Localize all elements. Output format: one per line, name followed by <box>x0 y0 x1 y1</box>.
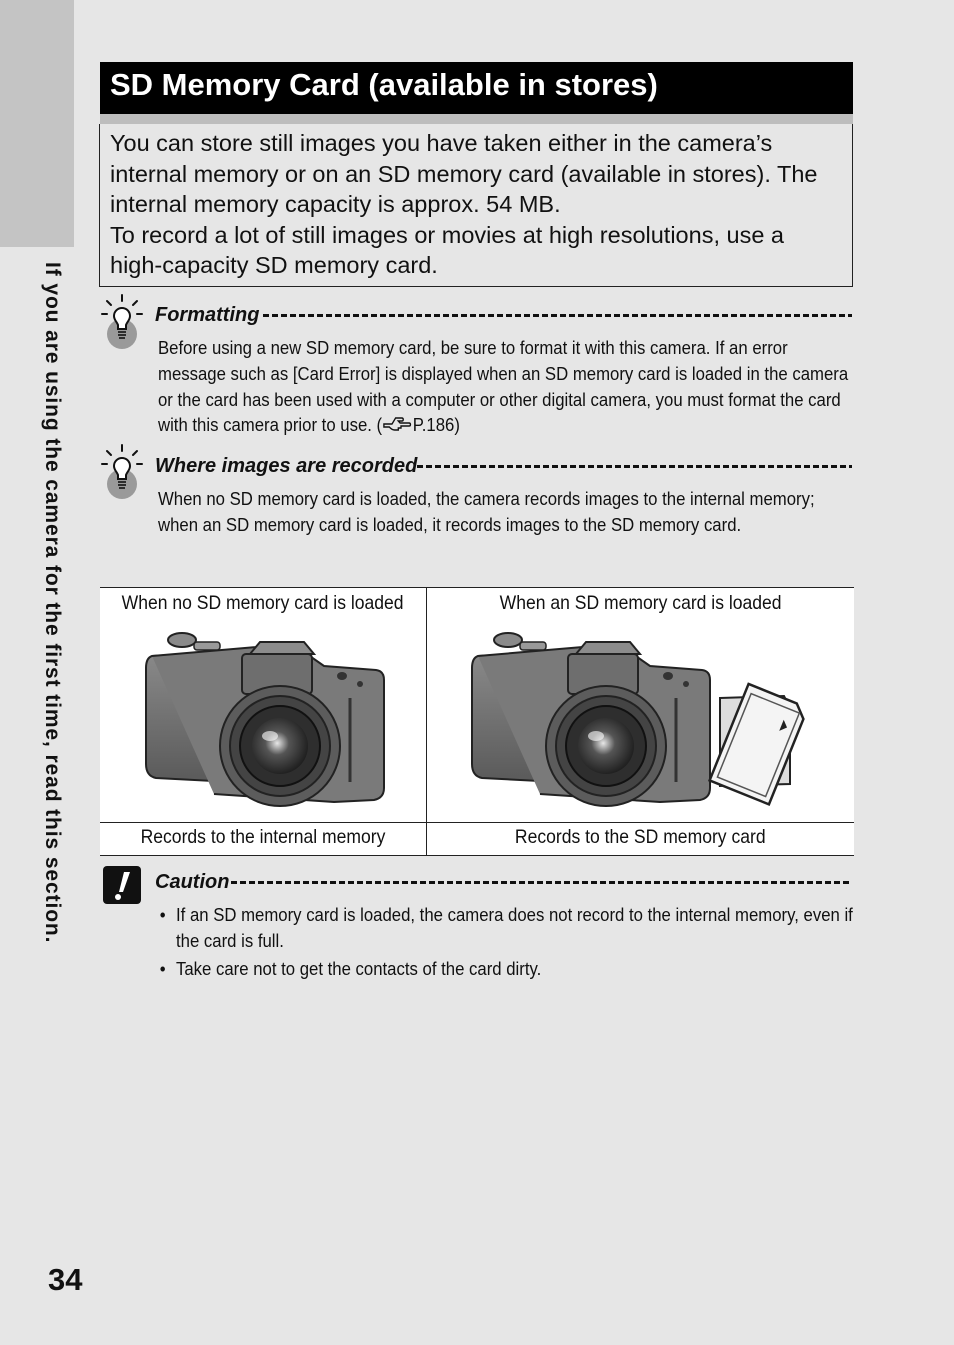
formatting-body-text: Before using a new SD memory card, be sure to format it with this camera. If an error message such as [Card Error] is displayed when an SD memory card is loaded in the camera or the card has been used with a computer or other digital camera, you must format the card with this camera prior to use. ( <box>158 337 849 436</box>
intro-paragraph-2: To record a lot of still images or movies at high resolutions, use a high-capacity SD memory card. <box>110 221 784 278</box>
lightbulb-icon <box>101 444 143 500</box>
list-item: • Take care not to get the contacts of the card dirty. <box>158 956 857 982</box>
where-recorded-heading <box>155 455 852 478</box>
intro-box <box>99 124 853 287</box>
exclamation-icon <box>103 866 141 904</box>
page-title: SD Memory Card (available in stores) <box>100 62 853 114</box>
camera-with-sd-card-icon <box>468 628 812 820</box>
caution-list <box>158 902 853 984</box>
intro-paragraph-1: You can store still images you have taken either in the camera’s internal memory or on an SD memory card (available in stores). The internal memory capacity is approx. 54 MB. <box>110 130 818 217</box>
formatting-heading-text: Formatting <box>155 304 260 326</box>
caution-heading <box>155 871 852 894</box>
list-item: • If an SD memory card is loaded, the camera does not record to the internal memory, even if the card is full. <box>158 902 857 954</box>
row-divider <box>100 822 854 823</box>
column-header-no-card: When no SD memory card is loaded <box>122 592 404 614</box>
chapter-side-text: If you are using the camera for the first time, read this section. <box>41 262 64 944</box>
column-divider <box>426 588 427 856</box>
caution-heading-text: Caution <box>155 871 230 893</box>
pointing-hand-icon <box>382 414 413 434</box>
formatting-ref-text: P.186) <box>412 414 460 436</box>
page-number: 34 <box>48 1262 83 1297</box>
where-recorded-heading-text: Where images are recorded <box>155 455 418 477</box>
column-footer-with-card: Records to the SD memory card <box>515 826 766 848</box>
lightbulb-icon <box>101 294 143 350</box>
comparison-table <box>100 587 854 856</box>
heading-dash-rule <box>263 314 852 317</box>
column-header-with-card: When an SD memory card is loaded <box>499 592 782 614</box>
where-recorded-body-text: When no SD memory card is loaded, the camera records images to the internal memory; when an SD memory card is loaded, it records images to the SD memory card. <box>158 488 815 535</box>
heading-dash-rule <box>231 881 852 884</box>
title-divider <box>100 114 853 124</box>
where-recorded-body <box>158 486 815 538</box>
formatting-body <box>158 335 849 438</box>
formatting-heading <box>155 304 852 327</box>
heading-dash-rule <box>417 465 852 468</box>
chapter-side-tab <box>0 0 74 247</box>
column-footer-no-card: Records to the internal memory <box>140 826 386 848</box>
camera-icon <box>142 628 386 820</box>
